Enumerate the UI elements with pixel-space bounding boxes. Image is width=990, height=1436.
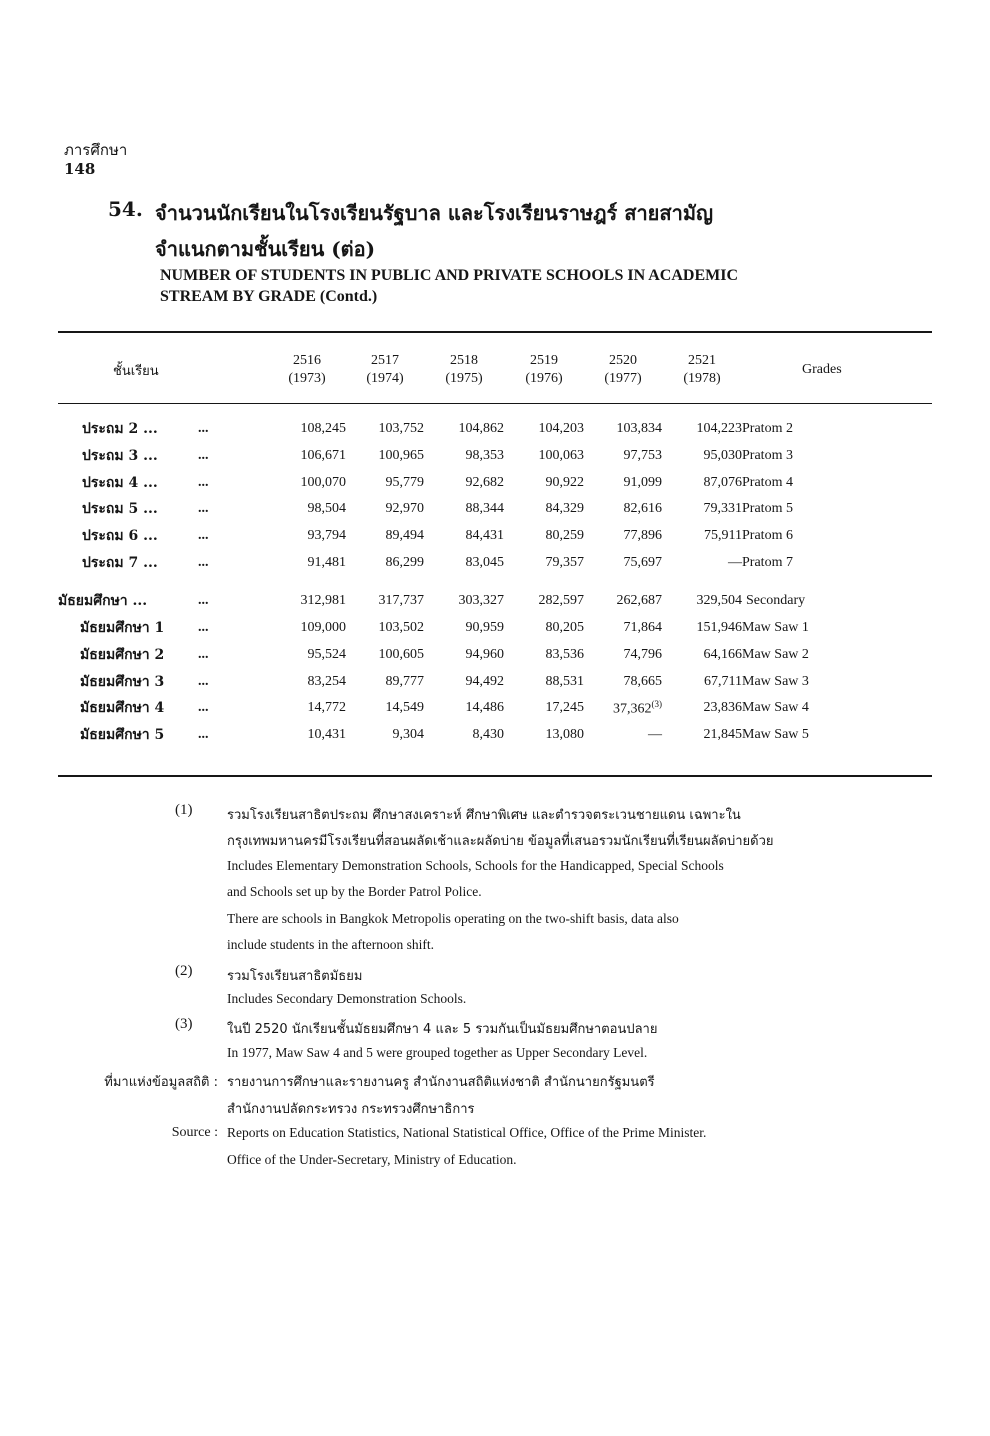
title-english-line2: STREAM BY GRADE (Contd.) bbox=[160, 288, 378, 305]
footnote-1-en-c: There are schools in Bangkok Metropolis operating on the two-shift basis, data also bbox=[227, 911, 679, 926]
cell-value bbox=[268, 469, 346, 496]
header-grade-english: Grades bbox=[802, 362, 842, 377]
table-bottom-rule bbox=[58, 775, 932, 777]
cell-number: 109,000 bbox=[300, 620, 347, 636]
title-english-line1: NUMBER OF STUDENTS IN PUBLIC AND PRIVATE SCHOOLS IN ACADEMIC bbox=[160, 267, 739, 284]
cell-value bbox=[504, 642, 584, 669]
cell-number: 104,203 bbox=[538, 421, 585, 437]
cell-number: 89,494 bbox=[385, 528, 425, 544]
cell-value bbox=[268, 695, 346, 722]
cell-number: 79,357 bbox=[545, 554, 585, 570]
cell-number: 77,896 bbox=[623, 528, 663, 544]
cell-value bbox=[424, 496, 504, 523]
row-label-thai: มัธยมศึกษา 5 bbox=[80, 726, 165, 743]
table-top-rule bbox=[58, 331, 932, 333]
cell-number: 303,327 bbox=[458, 593, 505, 609]
cell-value bbox=[584, 615, 662, 642]
footnote-2-mark: (2) bbox=[175, 963, 193, 979]
cell-value bbox=[346, 549, 424, 576]
source-label-english: Source : bbox=[171, 1125, 218, 1140]
cell-number: 92,682 bbox=[465, 474, 505, 490]
table-row bbox=[58, 523, 932, 550]
year-ce: (1976) bbox=[525, 371, 563, 386]
table-row bbox=[58, 443, 932, 470]
cell-number: 98,504 bbox=[307, 501, 347, 517]
cell-value bbox=[504, 549, 584, 576]
year-be: 2517 bbox=[371, 353, 400, 368]
cell-number: 91,099 bbox=[623, 474, 663, 490]
cell-number: 75,911 bbox=[704, 528, 743, 544]
cell-number: 80,259 bbox=[545, 528, 585, 544]
row-leader-dots: ... bbox=[198, 448, 209, 464]
year-be: 2518 bbox=[450, 353, 479, 368]
row-leader-dots: ... bbox=[198, 528, 209, 544]
row-leader-dots: ... bbox=[198, 620, 209, 636]
cell-number: 312,981 bbox=[300, 593, 347, 609]
row-label-thai: ประถม 5 ... bbox=[82, 501, 158, 518]
cell-value bbox=[346, 443, 424, 470]
row-leader-dots: ... bbox=[198, 501, 209, 517]
footnote-3-thai: ในปี 2520 นักเรียนชั้นมัธยมศึกษา 4 และ 5 รวมกันเป็นมัธยมศึกษาตอนปลาย bbox=[227, 1022, 658, 1037]
row-label-english: Pratom 5 bbox=[742, 501, 793, 517]
cell-value bbox=[346, 496, 424, 523]
source-en-b: Office of the Under-Secretary, Ministry of Education. bbox=[227, 1152, 517, 1167]
header-year bbox=[268, 336, 346, 404]
table-row bbox=[58, 615, 932, 642]
cell-number: — bbox=[648, 726, 663, 742]
row-label-english: Maw Saw 4 bbox=[742, 700, 809, 716]
footnote-3-en: In 1977, Maw Saw 4 and 5 were grouped together as Upper Secondary Level. bbox=[227, 1045, 648, 1060]
cell-value bbox=[346, 668, 424, 695]
row-leader-dots: ... bbox=[198, 474, 209, 490]
cell-value bbox=[584, 588, 662, 615]
cell-number: 37,362 bbox=[613, 701, 652, 717]
row-label-thai: มัธยมศึกษา 1 bbox=[80, 620, 165, 637]
cell-value bbox=[424, 722, 504, 749]
cell-value bbox=[662, 549, 742, 576]
cell-number: 83,536 bbox=[545, 646, 585, 662]
cell-number: 14,772 bbox=[307, 700, 347, 716]
running-header-section: ภารศึกษา bbox=[64, 141, 128, 159]
table-row bbox=[58, 588, 932, 615]
row-label-thai: มัธยมศึกษา 4 bbox=[80, 700, 165, 717]
cell-value bbox=[424, 549, 504, 576]
cell-number: 90,959 bbox=[465, 620, 505, 636]
cell-number: — bbox=[728, 554, 743, 570]
cell-number: 329,504 bbox=[696, 593, 743, 609]
cell-number: 8,430 bbox=[472, 726, 505, 742]
cell-value bbox=[584, 642, 662, 669]
row-leader-dots: ... bbox=[198, 673, 209, 689]
cell-value bbox=[584, 549, 662, 576]
cell-number: 9,304 bbox=[392, 726, 425, 742]
cell-value bbox=[268, 496, 346, 523]
header-year bbox=[346, 336, 424, 404]
table-number: 54. bbox=[108, 197, 143, 221]
cell-number: 103,502 bbox=[378, 620, 425, 636]
year-ce: (1974) bbox=[366, 371, 404, 386]
cell-number: 21,845 bbox=[703, 726, 743, 742]
cell-number: 83,045 bbox=[465, 554, 505, 570]
cell-number: 86,299 bbox=[385, 554, 425, 570]
row-label-english: Secondary bbox=[746, 593, 806, 609]
cell-value bbox=[584, 695, 662, 722]
source-en-a: Reports on Education Statistics, National Statistical Office, Office of the Prime Minister. bbox=[227, 1125, 707, 1140]
cell-value bbox=[504, 588, 584, 615]
cell-value bbox=[504, 523, 584, 550]
row-leader-dots: ... bbox=[198, 554, 209, 570]
spacer-row bbox=[58, 404, 932, 416]
cell-value bbox=[662, 722, 742, 749]
cell-value bbox=[268, 549, 346, 576]
cell-number: 103,752 bbox=[378, 421, 425, 437]
cell-number: 75,697 bbox=[623, 554, 663, 570]
cell-value bbox=[584, 722, 662, 749]
cell-number: 83,254 bbox=[307, 673, 347, 689]
year-ce: (1973) bbox=[288, 371, 326, 386]
header-year bbox=[424, 336, 504, 404]
table-row bbox=[58, 469, 932, 496]
cell-value bbox=[504, 722, 584, 749]
row-label-english: Pratom 7 bbox=[742, 554, 793, 570]
year-be: 2516 bbox=[293, 353, 322, 368]
cell-number: 88,531 bbox=[545, 673, 585, 689]
cell-number: 151,946 bbox=[696, 620, 743, 636]
cell-value bbox=[584, 416, 662, 443]
cell-value bbox=[424, 588, 504, 615]
cell-value bbox=[504, 443, 584, 470]
header-grade-thai: ชั้นเรียน bbox=[113, 363, 159, 379]
source-label-thai: ที่มาแห่งข้อมูลสถิติ : bbox=[104, 1075, 218, 1090]
table-header-row bbox=[58, 336, 932, 404]
cell-number: 317,737 bbox=[378, 593, 425, 609]
cell-number: 87,076 bbox=[703, 474, 743, 490]
cell-value bbox=[504, 496, 584, 523]
cell-number: 64,166 bbox=[703, 646, 743, 662]
cell-number: 78,665 bbox=[623, 673, 663, 689]
table-row bbox=[58, 695, 932, 722]
cell-value bbox=[268, 416, 346, 443]
cell-value bbox=[424, 523, 504, 550]
cell-number: 89,777 bbox=[385, 673, 425, 689]
cell-number: 91,481 bbox=[307, 554, 347, 570]
cell-number: 84,431 bbox=[465, 528, 505, 544]
row-label-english: Pratom 2 bbox=[742, 421, 793, 437]
year-be: 2521 bbox=[688, 353, 717, 368]
header-year bbox=[504, 336, 584, 404]
cell-value bbox=[584, 523, 662, 550]
header-year bbox=[584, 336, 662, 404]
cell-value bbox=[346, 416, 424, 443]
cell-value bbox=[662, 695, 742, 722]
row-label-english: Pratom 6 bbox=[742, 528, 793, 544]
cell-number: 90,922 bbox=[545, 474, 585, 490]
cell-number: 71,864 bbox=[623, 620, 663, 636]
row-label-english: Maw Saw 3 bbox=[742, 673, 809, 689]
cell-number: 74,796 bbox=[623, 646, 663, 662]
row-label-english: Maw Saw 5 bbox=[742, 726, 809, 742]
row-label-thai: มัธยมศึกษา 2 bbox=[80, 646, 165, 663]
cell-value bbox=[504, 469, 584, 496]
row-label-thai: มัธยมศึกษา ... bbox=[58, 593, 148, 610]
footnote-1-thai-b: กรุงเทพมหานครมีโรงเรียนที่สอนผลัดเช้าและผลัดบ่าย ข้อมูลที่เสนอรวมนักเรียนที่เรียนผลัดบ่ายด้วย bbox=[227, 834, 774, 849]
cell-number: 79,331 bbox=[703, 501, 743, 517]
cell-number: 14,549 bbox=[385, 700, 425, 716]
row-label-english: Maw Saw 1 bbox=[742, 620, 809, 636]
cell-number: 95,030 bbox=[703, 448, 743, 464]
cell-value bbox=[346, 469, 424, 496]
cell-number: 100,063 bbox=[538, 448, 585, 464]
title-thai-line2: จำแนกตามชั้นเรียน (ต่อ) bbox=[155, 237, 376, 261]
header-year bbox=[662, 336, 742, 404]
year-ce: (1978) bbox=[683, 371, 721, 386]
cell-value bbox=[662, 588, 742, 615]
row-label-english: Pratom 3 bbox=[742, 448, 793, 464]
footnote-ref: (3) bbox=[651, 698, 663, 709]
cell-value bbox=[268, 443, 346, 470]
cell-number: 98,353 bbox=[465, 448, 505, 464]
cell-value bbox=[662, 668, 742, 695]
row-label-thai: ประถม 4 ... bbox=[82, 474, 158, 491]
year-be: 2519 bbox=[530, 353, 559, 368]
row-leader-dots: ... bbox=[198, 421, 209, 437]
cell-value bbox=[662, 523, 742, 550]
cell-number: 106,671 bbox=[300, 448, 347, 464]
cell-value bbox=[424, 668, 504, 695]
cell-value bbox=[662, 416, 742, 443]
cell-value bbox=[268, 642, 346, 669]
year-ce: (1977) bbox=[604, 371, 642, 386]
cell-number: 92,970 bbox=[385, 501, 425, 517]
cell-value bbox=[346, 695, 424, 722]
page-number: 148 bbox=[64, 160, 96, 178]
cell-value bbox=[424, 469, 504, 496]
footnote-1-thai-a: รวมโรงเรียนสาธิตประถม ศึกษาสงเคราะห์ ศึกษาพิเศษ และตำรวจตระเวนชายแดน เฉพาะใน bbox=[227, 808, 741, 823]
cell-number: 94,492 bbox=[465, 673, 505, 689]
cell-value bbox=[346, 722, 424, 749]
cell-number: 95,524 bbox=[307, 646, 347, 662]
cell-number: 17,245 bbox=[545, 700, 585, 716]
cell-value bbox=[584, 443, 662, 470]
footnote-1-en-d: include students in the afternoon shift. bbox=[227, 937, 434, 952]
table-row bbox=[58, 549, 932, 576]
row-label-english: Pratom 4 bbox=[742, 474, 793, 490]
row-label-thai: มัธยมศึกษา 3 bbox=[80, 673, 165, 690]
cell-value bbox=[346, 588, 424, 615]
cell-number: 104,223 bbox=[696, 421, 743, 437]
cell-value bbox=[424, 615, 504, 642]
cell-number: 67,711 bbox=[704, 673, 743, 689]
row-leader-dots: ... bbox=[198, 700, 209, 716]
cell-number: 84,329 bbox=[545, 501, 585, 517]
cell-value bbox=[268, 668, 346, 695]
footnote-3-mark: (3) bbox=[175, 1016, 193, 1032]
cell-number: 88,344 bbox=[465, 501, 505, 517]
cell-number: 100,070 bbox=[300, 474, 347, 490]
row-leader-dots: ... bbox=[198, 646, 209, 662]
row-label-thai: ประถม 7 ... bbox=[82, 554, 158, 571]
cell-value bbox=[424, 443, 504, 470]
cell-number: 100,605 bbox=[378, 646, 425, 662]
source-thai-a: รายงานการศึกษาและรายงานครู สำนักงานสถิติแห่งชาติ สำนักนายกรัฐมนตรี bbox=[227, 1075, 655, 1090]
cell-value bbox=[424, 642, 504, 669]
cell-number: 104,862 bbox=[458, 421, 505, 437]
footnote-2-en: Includes Secondary Demonstration Schools. bbox=[227, 991, 467, 1006]
cell-value bbox=[504, 668, 584, 695]
table-row bbox=[58, 416, 932, 443]
row-leader-dots: ... bbox=[198, 593, 209, 609]
cell-value bbox=[662, 469, 742, 496]
cell-value bbox=[662, 496, 742, 523]
footnote-1-en-a: Includes Elementary Demonstration Schools, Schools for the Handicapped, Special Schools bbox=[227, 858, 724, 873]
year-be: 2520 bbox=[609, 353, 638, 368]
cell-number: 108,245 bbox=[300, 421, 347, 437]
cell-value bbox=[424, 695, 504, 722]
students-table bbox=[58, 336, 932, 748]
cell-number: 23,836 bbox=[703, 700, 743, 716]
source-thai-b: สำนักงานปลัดกระทรวง กระทรวงศึกษาธิการ bbox=[227, 1102, 475, 1117]
row-label-thai: ประถม 3 ... bbox=[82, 448, 158, 465]
cell-number: 100,965 bbox=[378, 448, 425, 464]
cell-value bbox=[504, 416, 584, 443]
table-row bbox=[58, 722, 932, 749]
cell-number: 82,616 bbox=[623, 501, 663, 517]
cell-value bbox=[662, 443, 742, 470]
cell-value bbox=[424, 416, 504, 443]
footnote-1-mark: (1) bbox=[175, 802, 193, 818]
table-body bbox=[58, 404, 932, 748]
table-row bbox=[58, 496, 932, 523]
row-leader-dots: ... bbox=[198, 726, 209, 742]
cell-value bbox=[584, 496, 662, 523]
cell-number: 95,779 bbox=[385, 474, 425, 490]
row-label-english: Maw Saw 2 bbox=[742, 646, 809, 662]
title-thai-line1: จำนวนนักเรียนในโรงเรียนรัฐบาล และโรงเรียนราษฎร์ สายสามัญ bbox=[155, 201, 714, 225]
cell-value bbox=[504, 615, 584, 642]
spacer-cell bbox=[58, 576, 198, 588]
row-label-thai: ประถม 6 ... bbox=[82, 528, 158, 545]
cell-number: 13,080 bbox=[545, 726, 585, 742]
cell-number: 262,687 bbox=[616, 593, 663, 609]
table-row bbox=[58, 642, 932, 669]
cell-number: 103,834 bbox=[616, 421, 663, 437]
cell-number: 14,486 bbox=[465, 700, 505, 716]
cell-number: 282,597 bbox=[538, 593, 585, 609]
cell-value bbox=[346, 642, 424, 669]
cell-value bbox=[504, 695, 584, 722]
cell-value bbox=[584, 469, 662, 496]
cell-value bbox=[268, 722, 346, 749]
cell-value bbox=[662, 615, 742, 642]
cell-value bbox=[268, 523, 346, 550]
cell-value bbox=[346, 615, 424, 642]
footnote-1-en-b: and Schools set up by the Border Patrol Police. bbox=[227, 884, 482, 899]
cell-number: 10,431 bbox=[307, 726, 347, 742]
table-row bbox=[58, 668, 932, 695]
cell-number: 80,205 bbox=[545, 620, 585, 636]
cell-value bbox=[346, 523, 424, 550]
cell-value bbox=[268, 615, 346, 642]
year-ce: (1975) bbox=[445, 371, 483, 386]
row-label-thai: ประถม 2 ... bbox=[82, 421, 158, 438]
spacer-row bbox=[58, 576, 932, 588]
cell-number: 94,960 bbox=[465, 646, 505, 662]
cell-value bbox=[268, 588, 346, 615]
footnote-2-thai: รวมโรงเรียนสาธิตมัธยม bbox=[227, 969, 363, 984]
cell-value bbox=[662, 642, 742, 669]
cell-value bbox=[584, 668, 662, 695]
cell-number: 93,794 bbox=[307, 528, 347, 544]
spacer-cell bbox=[58, 404, 198, 416]
cell-number: 97,753 bbox=[623, 448, 663, 464]
